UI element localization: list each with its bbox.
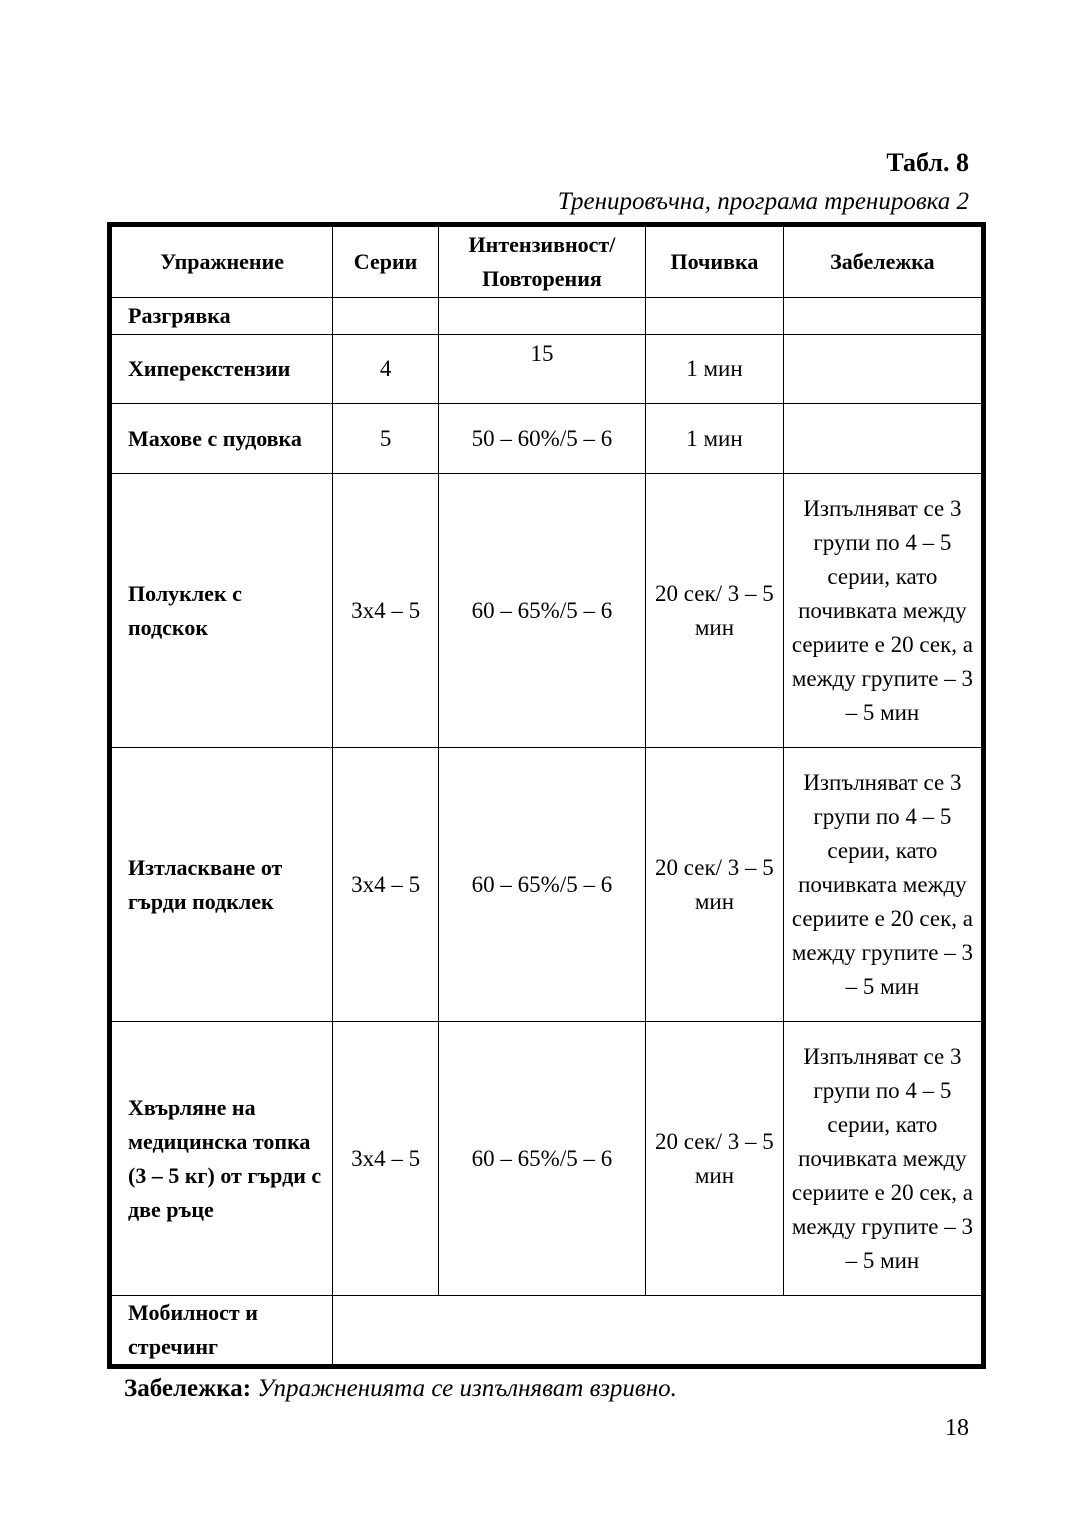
rest-cell: 20 сек/ 3 – 5 мин [646,474,784,748]
footer-note-text: Упражненията се изпълняват взривно. [257,1375,677,1402]
rest-cell: 1 мин [646,335,784,404]
header-note: Забележка [783,225,983,298]
table-row [110,404,984,474]
table-row [110,748,984,1022]
series-cell: 4 [333,335,439,404]
header-exercise: Упражнение [110,225,333,298]
page-number: 18 [945,1415,969,1441]
series-cell: 3x4 – 5 [333,748,439,1022]
series-cell: 3x4 – 5 [333,474,439,748]
exercise-cell: Полуклек с подскок [110,474,333,748]
footer-note-label: Забележка: [124,1375,252,1402]
rest-cell: 1 мин [646,404,784,474]
note-cell: Изпълняват се 3 групи по 4 – 5 серии, като почивката между сериите е 20 сек, а между групите – 3 – 5 мин [783,748,983,1022]
intensity-cell: 50 – 60%/5 – 6 [438,404,645,474]
table-row [110,298,984,335]
intensity-cell: 60 – 65%/5 – 6 [438,748,645,1022]
note-cell: Изпълняват се 3 групи по 4 – 5 серии, като почивката между сериите е 20 сек, а между групите – 3 – 5 мин [783,474,983,748]
merged-empty-cell [333,1296,984,1367]
note-cell [783,298,983,335]
exercise-cell: Хиперекстензии [110,335,333,404]
table-number: Табл. 8 [886,148,969,177]
exercise-cell: Изтласкване от гърди подклек [110,748,333,1022]
note-cell [783,404,983,474]
rest-cell: 20 сек/ 3 – 5 мин [646,748,784,1022]
intensity-cell [438,298,645,335]
note-cell [783,335,983,404]
footer-note [124,1372,677,1406]
header-intensity: Интензивност/ Повторения [438,225,645,298]
table-row [110,1022,984,1296]
series-cell [333,298,439,335]
header-rest: Почивка [646,225,784,298]
training-program-table [107,222,986,1369]
table-row [110,335,984,404]
exercise-cell: Махове с пудовка [110,404,333,474]
table-title: Тренировъчна, програма тренировка 2 [557,188,969,215]
series-cell: 5 [333,404,439,474]
exercise-cell: Мобилност и стречинг [110,1296,333,1367]
rest-cell: 20 сек/ 3 – 5 мин [646,1022,784,1296]
table-header-row [110,225,984,298]
header-series: Серии [333,225,439,298]
table-row [110,474,984,748]
intensity-cell: 60 – 65%/5 – 6 [438,474,645,748]
exercise-cell: Хвърляне на медицинска топка (3 – 5 кг) от гърди с две ръце [110,1022,333,1296]
series-cell: 3x4 – 5 [333,1022,439,1296]
note-cell: Изпълняват се 3 групи по 4 – 5 серии, като почивката между сериите е 20 сек, а между групите – 3 – 5 мин [783,1022,983,1296]
table-row [110,1296,984,1367]
intensity-cell: 60 – 65%/5 – 6 [438,1022,645,1296]
exercise-cell: Разгрявка [110,298,333,335]
rest-cell [646,298,784,335]
intensity-cell: 15 [438,335,645,404]
